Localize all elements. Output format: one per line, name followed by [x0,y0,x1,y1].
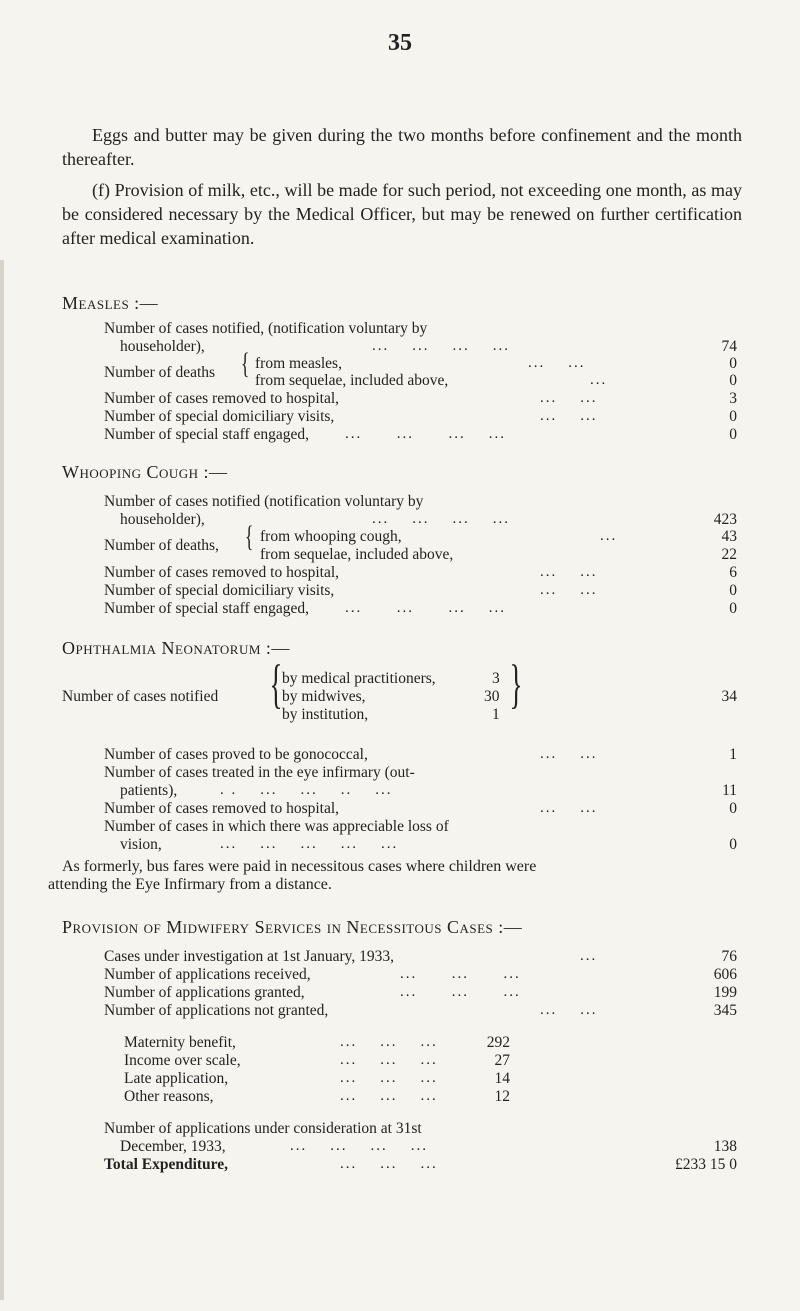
leader-dots: ... ... ... [400,966,521,982]
leader-dots: ... ... ... [340,1034,438,1050]
measles-heading: Measles :— [62,293,159,313]
midwifery-late-application: Late application, [124,1070,229,1087]
leader-dots: ... [590,372,608,388]
ophthalmia-loss-of-vision-value: 0 [729,836,737,853]
ophthalmia-loss-of-vision-line1: Number of cases in which there was appreciable loss of [104,818,449,835]
measles-deaths-sequelae-value: 0 [729,372,737,389]
whooping-removed: Number of cases removed to hospital, [104,564,340,581]
midwifery-late-value: 14 [494,1070,510,1087]
ophthalmia-heading: Ophthalmia Neonatorum :— [62,638,290,658]
leader-dots: ... ... [540,746,598,762]
leader-dots: ... ... [528,355,586,371]
measles-deaths-sequelae: from sequelae, included above, [255,372,449,389]
measles-domiciliary-visits: Number of special domiciliary visits, [104,408,335,425]
whooping-deaths-label: Number of deaths, [104,537,219,554]
leader-dots: ... ... ... [400,984,521,1000]
measles-staff-value: 0 [729,426,737,443]
measles-removed-value: 3 [729,390,737,407]
whooping-domiciliary-visits: Number of special domiciliary visits, [104,582,335,599]
whooping-deaths-from-whooping: from whooping cough, [260,528,402,545]
ophthalmia-eye-infirmary-value: 11 [722,782,737,799]
measles-domiciliary-value: 0 [729,408,737,425]
ophthalmia-notified-label: Number of cases notified [62,688,219,705]
brace: { [269,654,283,714]
brace: { [240,347,250,380]
ophthalmia-eye-infirmary-line1: Number of cases treated in the eye infirmary (out- [104,764,415,781]
brace: { [509,654,523,714]
leader-dots: ... ... ... ... [290,1138,428,1154]
midwifery-maternity-benefit: Maternity benefit, [124,1034,236,1051]
midwifery-under-consideration-value: 138 [713,1138,737,1155]
leader-dots: ... ... ... [340,1052,438,1068]
whooping-sequelae-value: 22 [721,546,737,563]
whooping-domiciliary-value: 0 [729,582,737,599]
ophthalmia-eye-infirmary-line2: patients), [120,782,178,799]
whooping-deaths-value: 43 [721,528,737,545]
ophthalmia-notified-total: 34 [721,688,737,705]
midwifery-received-value: 606 [713,966,737,983]
whooping-staff-engaged: Number of special staff engaged, [104,600,310,617]
measles-staff-engaged: Number of special staff engaged, [104,426,310,443]
leader-dots: ... ... ... [340,1156,438,1172]
midwifery-other-value: 12 [494,1088,510,1105]
leader-dots: ... ... ... ... ... [220,836,399,852]
ophthalmia-gonococcal-value: 1 [729,746,737,763]
whooping-notified-value: 423 [713,511,737,528]
whooping-removed-value: 6 [729,564,737,581]
leader-dots: ... ... [540,582,598,598]
midwifery-maternity-value: 292 [486,1034,510,1051]
leader-dots: ... ... [540,408,598,424]
ophthalmia-removed: Number of cases removed to hospital, [104,800,340,817]
ophthalmia-gonococcal: Number of cases proved to be gonococcal, [104,746,368,763]
measles-removed: Number of cases removed to hospital, [104,390,340,407]
midwifery-not-granted-value: 345 [713,1002,737,1019]
leader-dots: ... ... ... [340,1070,438,1086]
leader-dots: ... ... [540,564,598,580]
measles-deaths-from-measles: from measles, [255,355,342,372]
ophthalmia-loss-of-vision-line2: vision, [120,836,162,853]
midwifery-under-investigation: Cases under investigation at 1st January, 1933, [104,948,394,965]
midwifery-investigation-value: 76 [721,948,737,965]
midwifery-total-expenditure: Total Expenditure, [104,1156,229,1173]
leader-dots: ... ... [540,1002,598,1018]
midwifery-income-value: 27 [494,1052,510,1069]
whooping-notified-line1: Number of cases notified (notification voluntary by [104,493,424,510]
ophthalmia-practitioners-value: 3 [492,670,500,687]
leader-dots: ... ... ... ... [372,511,510,527]
leader-dots: ... ... ... ... [345,426,506,442]
measles-notified-line1: Number of cases notified, (notification voluntary by [104,320,428,337]
measles-deaths-label: Number of deaths [104,364,216,381]
midwifery-granted-value: 199 [713,984,737,1001]
ophthalmia-institution-value: 1 [492,706,500,723]
whooping-notified-line2: householder), [120,511,205,528]
midwifery-other-reasons: Other reasons, [124,1088,214,1105]
midwifery-total-expenditure-value: £233 15 0 [675,1156,737,1173]
leader-dots: ... [580,948,598,964]
leader-dots: ... ... ... [340,1088,438,1104]
intro-paragraph-2: (f) Provision of milk, etc., will be made for such period, not exceeding one month, as may be considered necessary by the Medical Officer, but may be renewed on further certification after medical examination. [62,180,742,248]
whooping-cough-heading: Whooping Cough :— [62,462,228,482]
leader-dots: ... ... ... ... [345,600,506,616]
leader-dots: ... [600,528,618,544]
ophthalmia-removed-value: 0 [729,800,737,817]
midwifery-heading: Provision of Midwifery Services in Necessitous Cases :— [62,917,523,937]
measles-notified-line2: householder), [120,338,205,355]
midwifery-received: Number of applications received, [104,966,311,983]
midwifery-income-over-scale: Income over scale, [124,1052,241,1069]
ophthalmia-by-institution: by institution, [282,706,369,723]
ophthalmia-note-line2: attending the Eye Infirmary from a distance. [48,876,332,893]
page-edge-shadow [0,260,4,1300]
leader-dots: . . ... ... .. ... [220,782,393,798]
leader-dots: ... ... [540,800,598,816]
ophthalmia-midwives-value: 30 [484,688,500,705]
whooping-staff-value: 0 [729,600,737,617]
leader-dots: ... ... [540,390,598,406]
brace: { [244,520,254,553]
midwifery-under-consideration-line2: December, 1933, [120,1138,226,1155]
measles-notified-value: 74 [721,338,737,355]
ophthalmia-by-midwives: by midwives, [282,688,366,705]
measles-deaths-measles-value: 0 [729,355,737,372]
leader-dots: ... ... ... ... [372,338,510,354]
whooping-deaths-sequelae: from sequelae, included above, [260,546,454,563]
page-number: 35 [388,30,412,56]
midwifery-under-consideration-line1: Number of applications under consideration at 31st [104,1120,422,1137]
ophthalmia-note-line1: As formerly, bus fares were paid in necessitous cases where children were [62,858,537,875]
midwifery-not-granted: Number of applications not granted, [104,1002,329,1019]
intro-paragraph-1: Eggs and butter may be given during the two months before confinement and the month thereafter. [62,125,742,169]
ophthalmia-by-practitioners: by medical practitioners, [282,670,436,687]
midwifery-granted: Number of applications granted, [104,984,305,1001]
